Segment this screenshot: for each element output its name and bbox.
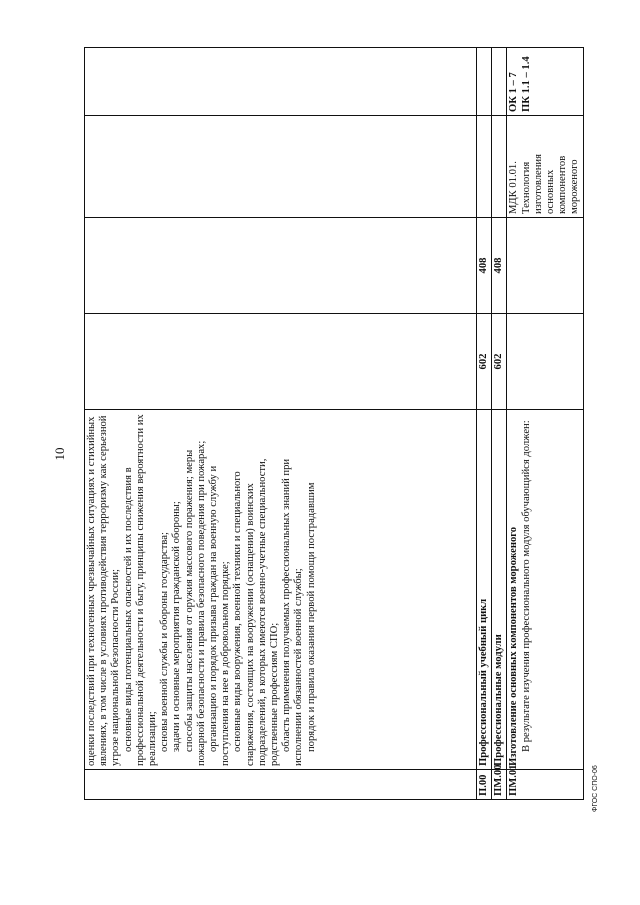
list-item: оценки последствий при техногенных чрезвычайных ситуациях и стихийных явлениях, в том числе в условиях противодействия терроризму как серьезной угрозе национальной безопасности России; [86,415,122,766]
competencies-cell [85,48,477,116]
obligatory-hours-cell [507,218,583,314]
module-title: Изготовление основных компонентов мороженого [508,526,520,766]
code-cell [85,770,477,800]
name-cell: Профессиональные модули [492,410,507,770]
footer-label: ФГОС СПО-06 [592,765,599,812]
code-cell: ПМ.01 [507,770,583,800]
max-hours-cell [85,314,477,410]
name-cell: Профессиональный учебный цикл [477,410,492,770]
competencies-cell [507,48,583,116]
mdk-cell [85,116,477,218]
knowledge-list-cell [85,410,477,770]
list-item: основы военной службы и обороны государства; [159,532,171,752]
curriculum-table [84,47,584,800]
mdk-cell [477,116,492,218]
obligatory-hours-cell: 408 [492,218,507,314]
mdk-cell [492,116,507,218]
general-competencies: ОК 1 – 7 [508,72,520,112]
page-number: 10 [52,447,67,461]
table-row [85,48,477,800]
list-item: способы защиты населения от оружия массового поражения; меры пожарной безопасности и правила безопасного поведения при пожарах; [183,440,207,766]
list-item: область применения получаемых профессиональных знаний при исполнении обязанностей военной службы; [281,458,305,766]
list-item: организацию и порядок призыва граждан на военную службу и поступления на нее в добровольном порядке; [208,465,232,766]
code-cell: ПМ.00 [492,770,507,800]
list-item: основные виды вооружения, военной техники и специального снаряжения, состоящих на вооружении (оснащении) воинских подразделений, в которых имеются военно-учетные специальности, родственные профессиям СПО; [232,458,281,766]
max-hours-cell [507,314,583,410]
table-row [507,48,583,800]
obligatory-hours-cell [85,218,477,314]
max-hours-cell: 602 [477,314,492,410]
rotated-table-container [84,48,581,800]
competencies-cell [477,48,492,116]
code-cell: П.00 [477,770,492,800]
max-hours-cell: 602 [492,314,507,410]
mdk-cell: МДК 01.01. Технология изготовления основных компонентов мороженого [507,116,583,218]
obligatory-hours-cell: 408 [477,218,492,314]
professional-competencies: ПК 1.1 – 1.4 [520,56,532,112]
competencies-cell [492,48,507,116]
list-item: основные виды потенциальных опасностей и их последствия в профессиональной деятельности и быту, принципы снижения вероятности их реализации; [122,414,159,766]
table-row [492,48,507,800]
module-intro: В результате изучения профессионального модуля обучающийся должен: [520,420,532,752]
list-item: задачи и основные мероприятия гражданской обороны; [171,501,183,752]
table-row [477,48,492,800]
name-cell [507,410,583,770]
list-item: порядок и правила оказания первой помощи пострадавшим [305,482,317,752]
